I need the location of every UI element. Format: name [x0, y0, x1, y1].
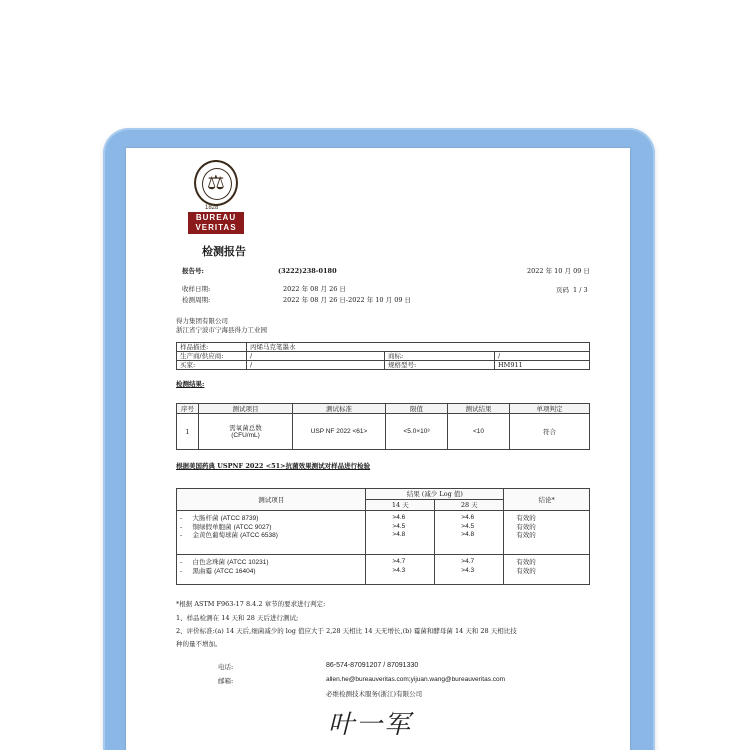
anti-group1-conclusion: 有效的 有效的 有效的 [504, 511, 590, 555]
sample-desc-label: 样品描述: [177, 343, 247, 352]
page-number: 1 / 3 [573, 286, 588, 294]
maker-value: / [247, 352, 385, 361]
logo-wordmark [188, 212, 244, 234]
table-row [177, 511, 590, 555]
col-no: 序号 [177, 404, 199, 414]
col-result: 测试结果 [448, 404, 510, 414]
report-number-label: 报告号: [182, 267, 204, 275]
note-line4: 种的量不增加。 [176, 640, 222, 648]
logo-line1: BUREAU [195, 213, 237, 222]
table-row [177, 414, 590, 450]
model-value: HM911 [495, 361, 590, 370]
seal-figure-icon: ⚖ [207, 170, 225, 194]
row-standard: USP NF 2022 <61> [293, 414, 386, 450]
email-label: 邮箱: [218, 677, 234, 685]
row-result: <10 [448, 414, 510, 450]
report-number: (3222)238-0180 [278, 267, 337, 275]
report-title: 检测报告 [202, 245, 246, 258]
note-line1: *根据 ASTM F963-17 8.4.2 章节的要求进行判定: [176, 600, 326, 608]
phone-value: 86-574-87091207 / 87091330 [326, 662, 419, 669]
logo-line2: VERITAS [195, 223, 237, 232]
list-item: - 白色念珠菌 (ATCC 10231) [180, 558, 269, 566]
results-heading: 检测结果: [176, 380, 205, 388]
antimicrobial-table [176, 488, 590, 585]
note-line3: 2、评价标准:(a) 14 天后,细菌减少的 log 值应大于 2,28 天相比 14 天无增长,(b) 霉菌和酵母菌 14 天和 28 天相比技 [176, 627, 517, 635]
phone-label: 电话: [218, 663, 234, 671]
sample-info-table [176, 342, 590, 370]
results-table [176, 403, 590, 450]
report-date: 2022 年 10 月 09 日 [527, 267, 590, 275]
row-no: 1 [177, 414, 199, 450]
row-verdict: 符合 [510, 414, 590, 450]
col-verdict: 单项判定 [510, 404, 590, 414]
logo-year: 1828 [205, 205, 219, 211]
list-item: - 黑曲霉 (ATCC 16404) [180, 566, 256, 575]
anti-group2-28: >4.7 >4.3 [435, 555, 504, 585]
anti-col-28: 28 天 [435, 500, 504, 511]
maker-label: 生产商/供应商: [177, 352, 247, 361]
anti-group1-items [177, 511, 366, 555]
row-item-line1: 需氧菌总数 [229, 423, 262, 432]
test-period: 2022 年 08 月 26 日-2022 年 10 月 09 日 [283, 296, 412, 304]
period-label: 检测周期: [182, 296, 211, 304]
col-standard: 测试标准 [293, 404, 386, 414]
antimicrobial-heading: 根据美国药典 USPNF 2022 <51>抗菌效果测试对样品进行检验 [176, 462, 371, 470]
client-address: 浙江省宁波市宁海县得力工业园 [176, 326, 267, 334]
trademark-label: 商标: [385, 352, 495, 361]
received-label: 收样日期: [182, 285, 211, 293]
anti-col-conclusion: 结论* [504, 489, 590, 511]
anti-col-item: 测试项目 [177, 489, 366, 511]
row-item-line2: (CFU/mL) [231, 431, 260, 439]
list-item: - 金黄色葡萄球菌 (ATCC 6538) [180, 531, 278, 539]
row-limit: <5.0×10³ [386, 414, 448, 450]
list-item: - 铜绿假单胞菌 (ATCC 9027) [180, 522, 272, 531]
model-label: 规格型号: [385, 361, 495, 370]
buyer-value: / [247, 361, 385, 370]
anti-col-result: 结果 (减少 Log 值) [366, 489, 504, 500]
buyer-label: 买家: [177, 361, 247, 370]
note-line2: 1、样品检测在 14 天和 28 天后进行测试; [176, 614, 299, 622]
col-limit: 限值 [386, 404, 448, 414]
received-date: 2022 年 08 月 26 日 [283, 285, 346, 293]
email-value: allen.he@bureauveritas.com;yijuan.wang@bureauveritas.com [326, 676, 506, 683]
anti-col-14: 14 天 [366, 500, 435, 511]
anti-group2-14: >4.7 >4.3 [366, 555, 435, 585]
list-item: - 大肠杆菌 (ATCC 8739) [180, 514, 259, 522]
signature: 叶一军 [328, 710, 413, 740]
sample-desc: 丙烯马克笔墨水 [247, 343, 590, 352]
table-row [177, 555, 590, 585]
anti-group2-conclusion: 有效的 有效的 [504, 555, 590, 585]
company-name: 必维检测技术服务(浙江)有限公司 [326, 690, 423, 698]
anti-group1-14: >4.6 >4.5 >4.8 [366, 511, 435, 555]
row-item [199, 414, 293, 450]
anti-group1-28: >4.6 >4.5 >4.8 [435, 511, 504, 555]
client-name: 得力集团有限公司 [176, 317, 228, 325]
trademark-value: / [495, 352, 590, 361]
page-label: 页码 [556, 286, 569, 294]
anti-group2-items [177, 555, 366, 585]
col-item: 测试项目 [199, 404, 293, 414]
